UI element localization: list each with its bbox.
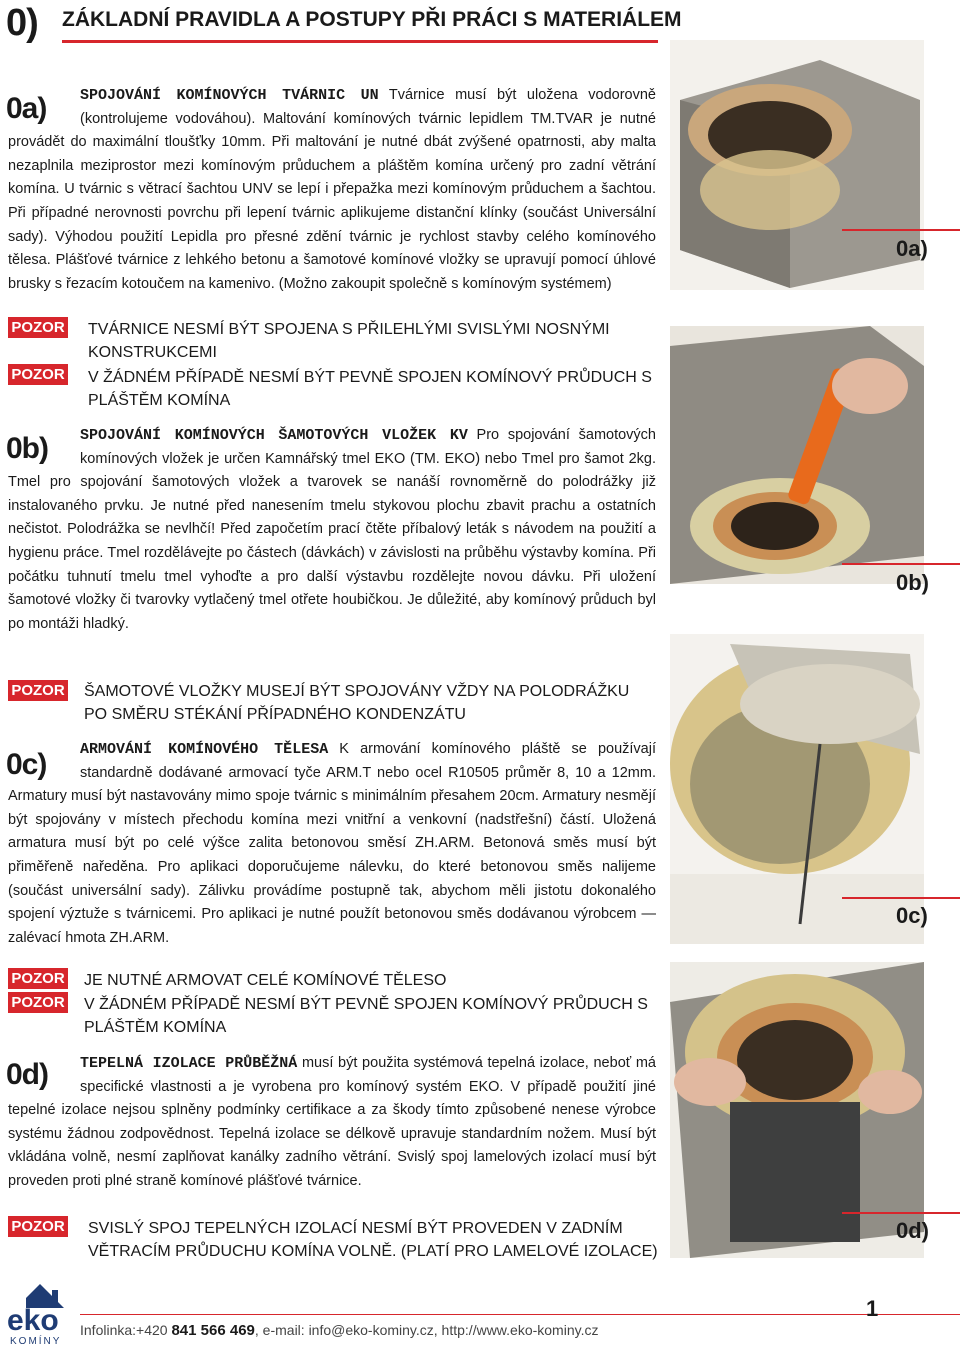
warning-0c-1: JE NUTNÉ ARMOVAT CELÉ KOMÍNOVÉ TĚLESO [84,972,447,989]
infolinka-label: Infolinka:+420 [80,1322,172,1338]
photo-label-0b: 0b) [896,570,929,595]
section-0d-text [8,1052,656,1194]
contact-links: , e-mail: info@eko-kominy.cz, http://www.eko-kominy.cz [254,1322,599,1338]
photo-label-0d: 0d) [896,1218,929,1243]
pozor-badge: POZOR [8,364,68,385]
pozor-badge: POZOR [8,680,68,701]
section-0c-text [8,738,656,950]
warning-0a-2: V ŽÁDNÉM PŘÍPADĚ NESMÍ BÝT PEVNĚ SPOJEN KOMÍNOVÝ PRŮDUCH S PLÁŠTĚM KOMÍNA [88,369,652,409]
section-0b-heading: SPOJOVÁNÍ KOMÍNOVÝCH ŠAMOTOVÝCH VLOŽEK KV [80,427,468,444]
pozor-badge: POZOR [8,968,68,989]
footer-contact [80,1322,598,1339]
section-0d-body: musí být použita systémová tepelná izolace, neboť má specifické vlastnosti a je vyrobena pro komínový systém EKO. V případě použití jiné tepelné izolace nejsou splněny podmínky certifikace a za škody tímto způsobené nenese výrobce systému žádnou zodpovědnost. Tepelná izolace se délkově upravuje standardním nožem. Musí být vkládána volně, nesmí zaplňovat kanálky zadního větrání. Svislý spoj lamelových izolací musí být proveden proti plné straně komínové plášťové tvárnice. [8,1055,656,1189]
section-0a-body: Tvárnice musí být uložena vodorovně (kontrolujeme vodováhou). Maltování komínových tvárnic lepidlem TM.TVAR je nutné provádět do maximální tloušťky 10mm. Při maltování je nutné dbát zvýšené opatrnosti, aby malta nezaplnila meziprostor mezi komínovým průduchem a pláštěm komína určený pro zadní větrání komína. U tvárnic s větrací šachtou UNV se lepí i přepažka mezi komínovým průduchem a šachtou. Při případné nerovnosti povrchu při lepení tvárnic aplikujeme distanční klínky (součást Universální sady). Výhodou použití Lepidla pro přesné zdění tvárnic je rychlost stavby celého komínového tělesa. Plášťové tvárnice z lehkého betonu a šamotové komínové vložky se upravují pomocí úhlové brusky s řezacím kotoučem na kamenivo. (Možno zakoupit společně s komínovým systémem) [8,87,656,292]
photo-divider [842,1212,960,1214]
section-label-0b: 0b) [6,432,48,465]
warning-0a-1: TVÁRNICE NESMÍ BÝT SPOJENA S PŘILEHLÝMI SVISLÝMI NOSNÝMI KONSTRUKCEMI [88,321,610,361]
warning-0d-1: SVISLÝ SPOJ TEPELNÝCH IZOLACÍ NESMÍ BÝT PROVEDEN V ZADNÍM VĚTRACÍM PRŮDUCHU KOMÍNA VOLNĚ. (PLATÍ PRO LAMELOVÉ IZOLACE) [88,1220,658,1260]
section-0b-text [8,424,656,636]
photo-divider [842,229,960,231]
eko-logo [6,1284,72,1346]
photo-divider [842,897,960,899]
section-0c-body: K armování komínového pláště se používají standardně dodávané armovací tyče ARM.T nebo ocel R10505 průměr 8, 10 a 12mm. Armatury musí být nastavovány mimo spoje tvárnic s minimálním přesahem 20cm. Armatury nesmějí být spojovány v místech přechodu komína mezi vnitřní a venkovní (nadstřešní) částí. Uložená armatura musí být po celé výšce zalita betonovou směsí ZH.ARM. Betonová směs musí být přiměřeně naředěna. Pro aplikaci doporučujeme nálevku, do které betonovou směs nalijeme (součást universální sady). Zálivku provádíme postupně tak, abychom měli jistotu dokonalého spojení výztuže s tvárnicemi. Pro aplikaci je nutné použít betonovou směs dodávanou výrobcem — zalévací hmota ZH.ARM. [8,741,656,946]
photo-divider [842,563,960,565]
section-0a-text [8,84,656,296]
pozor-badge: POZOR [8,317,68,338]
photo-chimney-block [670,40,924,290]
section-label-0d: 0d) [6,1058,48,1091]
section-0d-heading: TEPELNÁ IZOLACE PRŮBĚŽNÁ [80,1055,298,1072]
chapter-number: 0) [6,2,38,44]
section-0a-heading: SPOJOVÁNÍ KOMÍNOVÝCH TVÁRNIC UN [80,87,379,104]
section-label-0c: 0c) [6,748,47,781]
footer-divider [80,1314,960,1315]
photo-label-0a: 0a) [896,236,928,261]
pozor-badge: POZOR [8,1216,68,1237]
photo-label-0c: 0c) [896,903,928,928]
warning-0c-2: V ŽÁDNÉM PŘÍPADĚ NESMÍ BÝT PEVNĚ SPOJEN KOMÍNOVÝ PRŮDUCH S PLÁŠTĚM KOMÍNA [84,996,648,1036]
warning-0b-1: ŠAMOTOVÉ VLOŽKY MUSEJÍ BÝT SPOJOVÁNY VŽDY NA POLODRÁŽKU PO SMĚRU STÉKÁNÍ PŘÍPADNÉHO KONDENZÁTU [84,683,630,723]
section-0b-body: Pro spojování šamotových komínových vložek je určen Kamnářský tmel EKO (TM. EKO) nebo Tmel pro šamot 2kg. Tmel pro spojování šamotových vložek a tvarovek se nanáší rovnoměrně do polodrážky již instalovaného prvku. Je nutné před nanesením tmelu stykovou plochu zbavit prachu a ostatních nečistot. Polodrážka se nevlhčí! Před započetím prací čtěte příbalový leták s návodem na použití a hygienu práce. Tmel rozdělávejte po částech (dávkách) v závislosti na průběhu výstavby komína. Při počátku tuhnutí tmelu tmel vyhoďte a pro další výstavbu rozdělejte novou dávku. Při uložení šamotové vložky či tvarovky vytlačený tmel otřete houbičkou. Je důležité, aby komínový průduch byl po montáži hladký. [8,427,656,632]
section-label-0a: 0a) [6,92,47,125]
title-divider [62,40,658,43]
pozor-badge: POZOR [8,992,68,1013]
photo-applying-sealant [670,326,924,584]
svg-text:eko: eko [7,1304,59,1337]
phone-number: 841 566 469 [171,1322,255,1339]
svg-text:KOMÍNY: KOMÍNY [10,1336,62,1346]
page-number: 1 [866,1296,879,1321]
chapter-title: ZÁKLADNÍ PRAVIDLA A POSTUPY PŘI PRÁCI S MATERIÁLEM [62,8,682,31]
section-0c-heading: ARMOVÁNÍ KOMÍNOVÉHO TĚLESA [80,741,329,758]
